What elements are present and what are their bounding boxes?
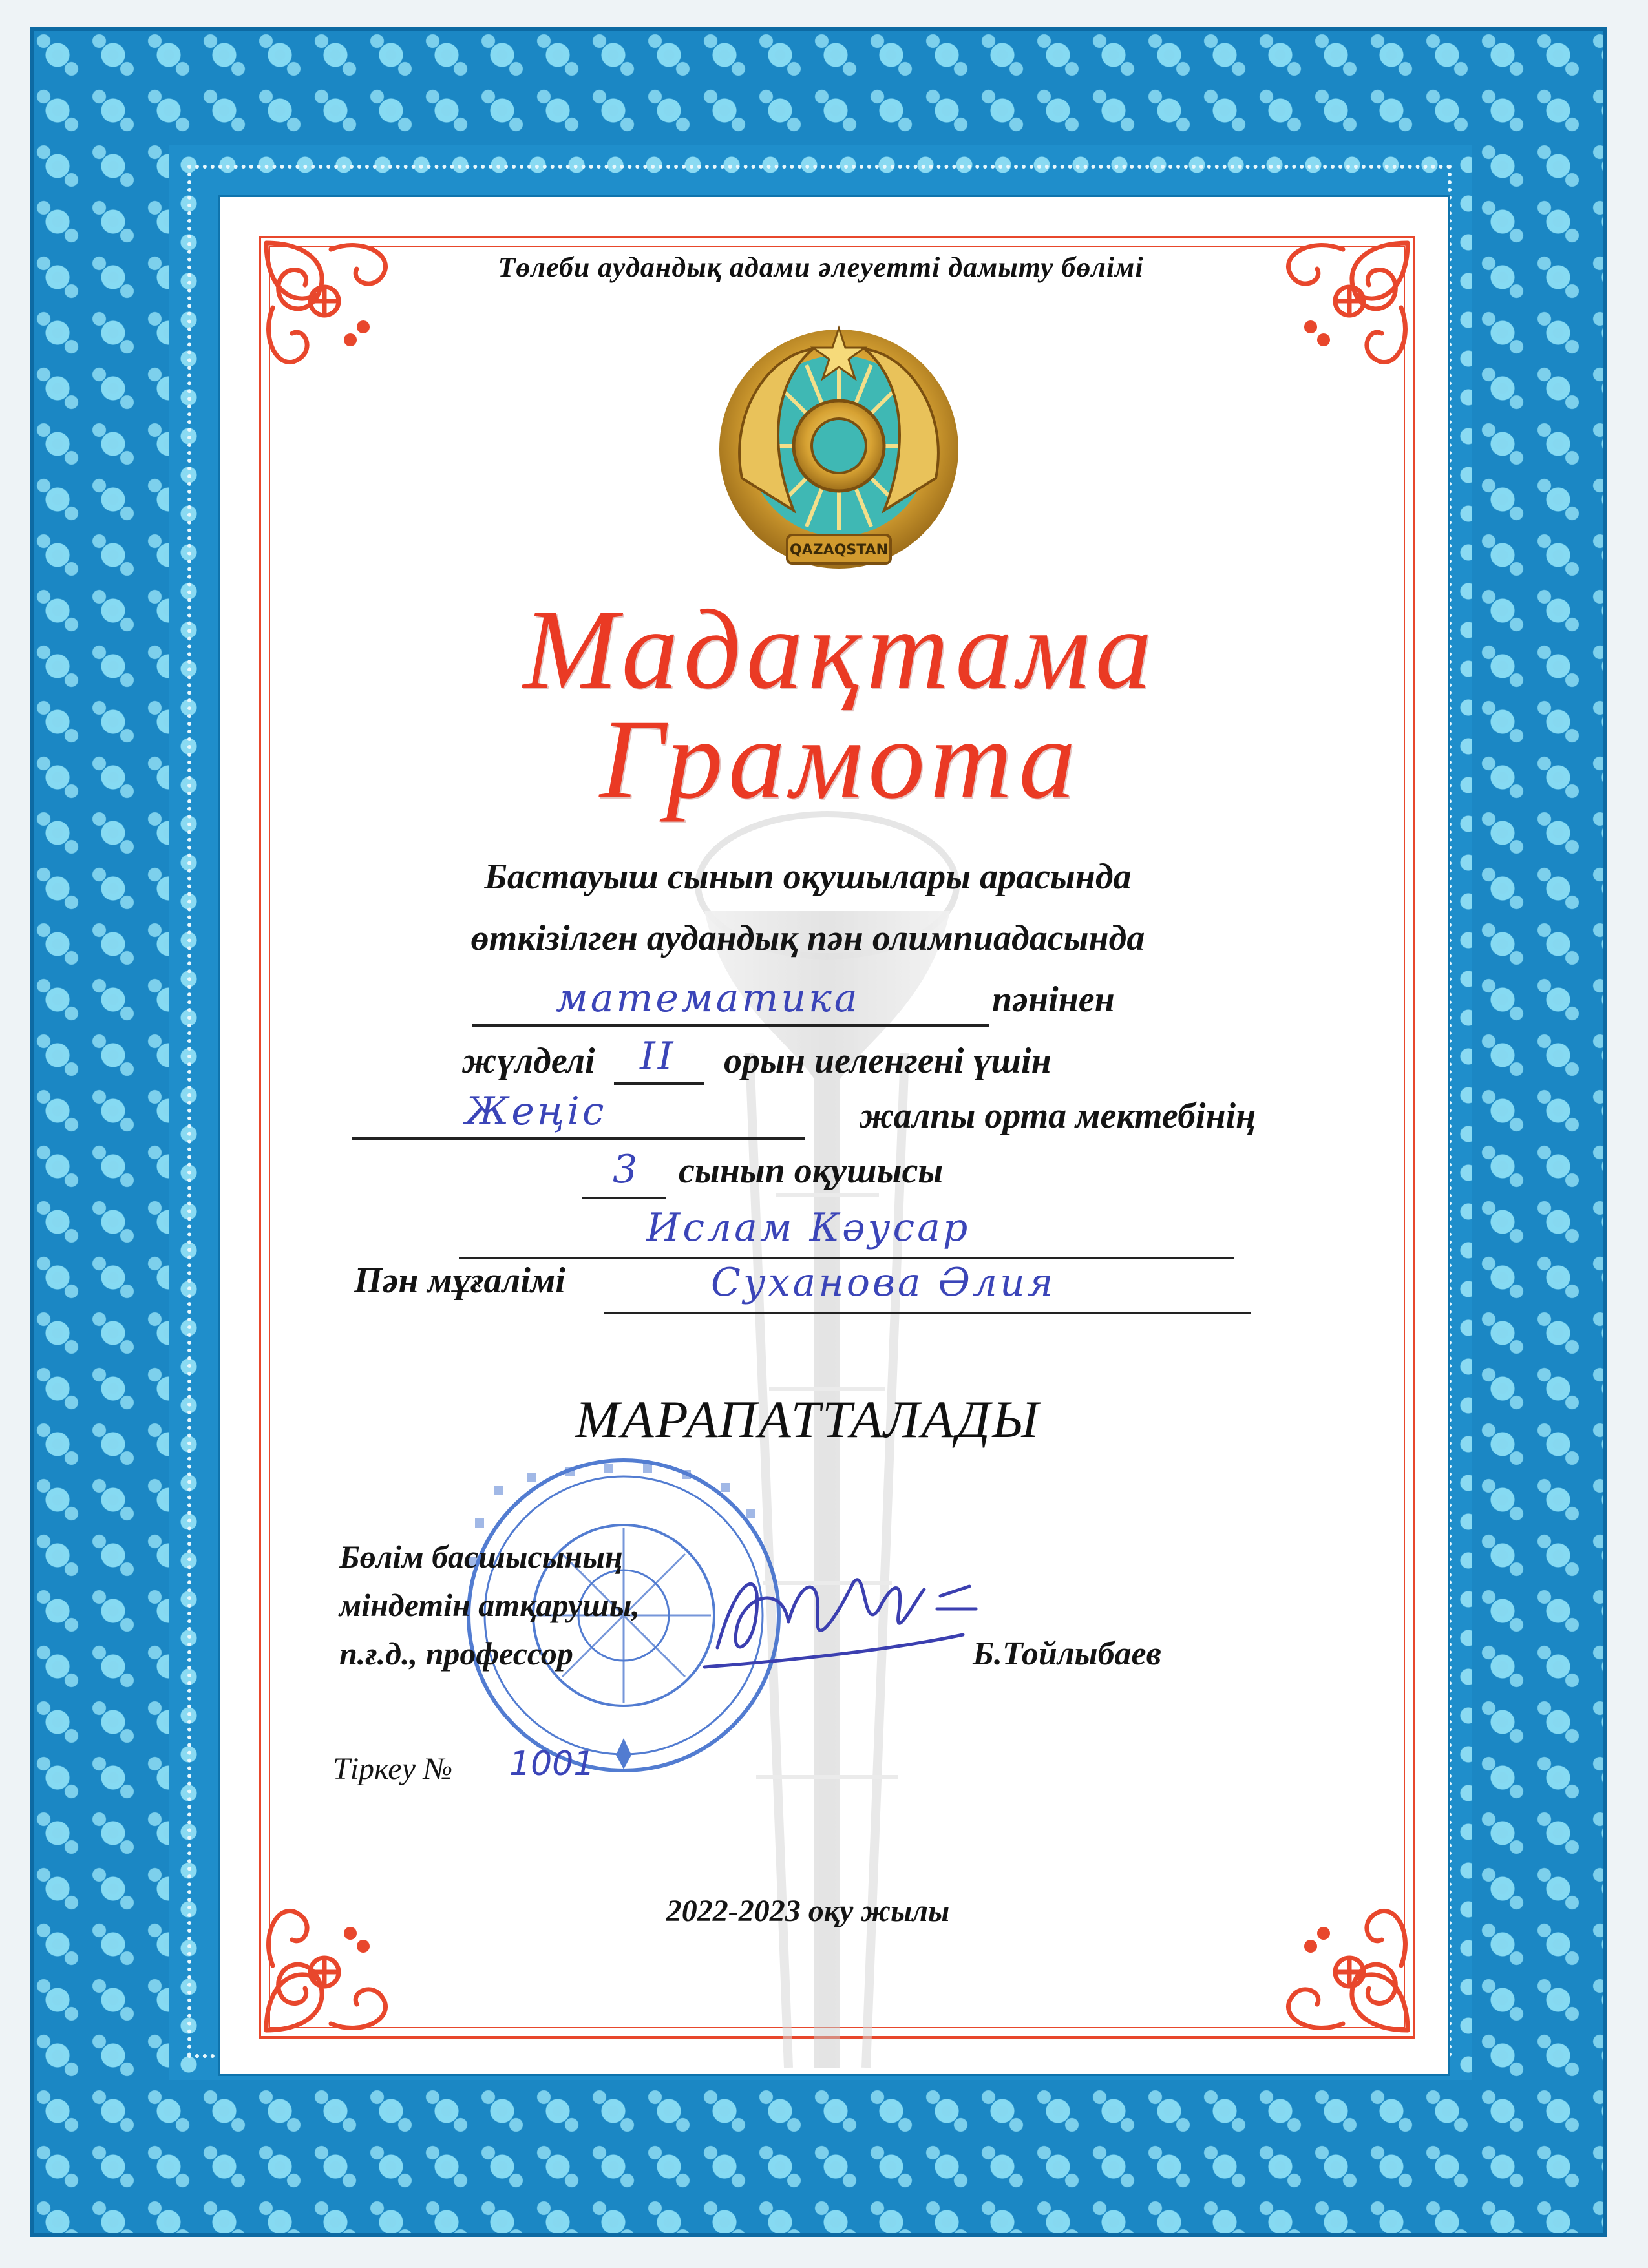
handwritten-grade: 3	[613, 1147, 640, 1192]
signature-icon	[692, 1538, 989, 1686]
school-blank	[352, 1137, 805, 1140]
signatory-name: Б.Тойлыбаев	[973, 1635, 1161, 1672]
signatory-title-2: міндетін атқарушы,	[339, 1587, 640, 1623]
signatory-title-3: п.ғ.д., профессор	[339, 1635, 573, 1672]
place-blank	[614, 1082, 704, 1085]
school-suffix: жалпы орта мектебінің	[860, 1096, 1256, 1136]
corner-ornament-icon	[253, 230, 408, 385]
body-line-1: Бастауыш сынып оқушылары арасында	[484, 857, 1132, 897]
department-heading: Төлеби аудандық адами әлеуетті дамыту бөлімі	[498, 251, 1144, 283]
grade-suffix: сынып оқушысы	[679, 1151, 944, 1191]
subject-suffix: пәнінен	[992, 980, 1115, 1020]
registration-number: 1001	[509, 1745, 595, 1783]
signatory-title-1: Бөлім басшысының	[339, 1538, 623, 1575]
awarded-heading: МАРАПАТТАЛАДЫ	[575, 1390, 1041, 1449]
registration-label: Тіркеу №	[333, 1752, 453, 1786]
state-emblem-icon	[716, 317, 962, 594]
title-madaktama: Мадақтама	[523, 587, 1157, 713]
teacher-blank	[604, 1312, 1251, 1314]
teacher-label: Пән мұғалімі	[354, 1261, 565, 1301]
title-gramota: Грамота	[599, 697, 1081, 823]
handwritten-subject: математика	[556, 976, 860, 1021]
handwritten-place: II	[640, 1034, 676, 1079]
handwritten-school: Жеңіс	[465, 1089, 607, 1134]
body-line-2: өткізілген аудандық пән олимпиадасында	[470, 918, 1145, 958]
grade-blank	[582, 1197, 666, 1199]
emblem-label: QAZAQSTAN	[790, 542, 888, 558]
place-suffix: орын иеленгені үшін	[724, 1041, 1051, 1081]
corner-ornament-icon	[1265, 230, 1421, 385]
place-prefix: жүлделі	[462, 1041, 595, 1081]
subject-blank	[472, 1024, 989, 1027]
handwritten-teacher: Суханова Әлия	[711, 1260, 1056, 1305]
handwritten-student: Ислам Кәусар	[646, 1205, 971, 1250]
student-blank	[459, 1257, 1234, 1259]
academic-year: 2022-2023 оқу жылы	[666, 1894, 950, 1928]
